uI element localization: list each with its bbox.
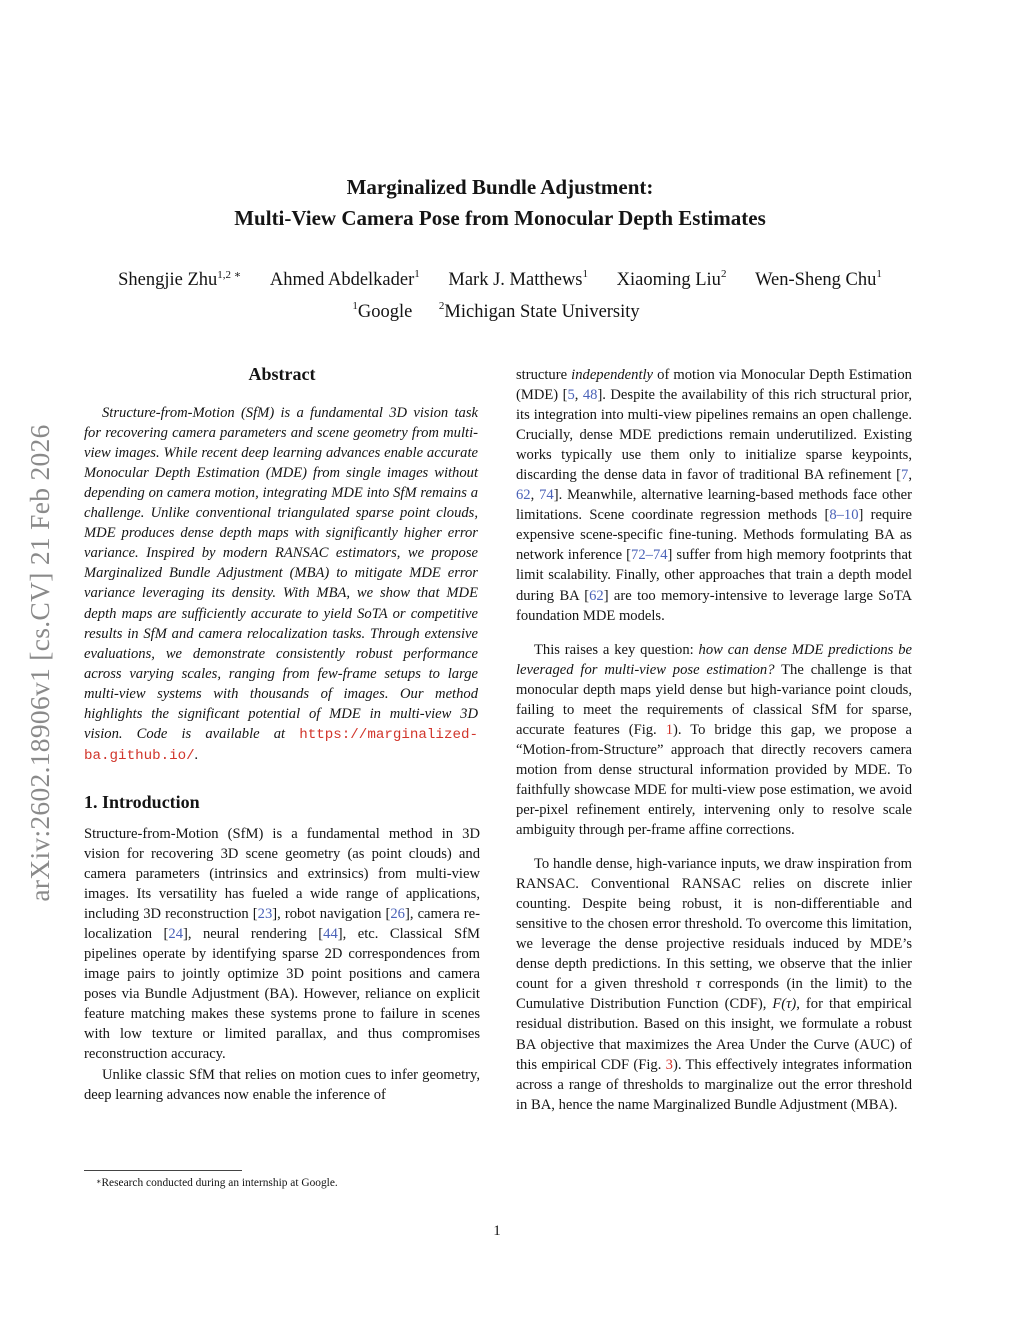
- author: Mark J. Matthews$^1$: [448, 268, 588, 290]
- footnote-divider: [84, 1170, 242, 1171]
- figure-link[interactable]: 3: [665, 1056, 673, 1073]
- citation-link[interactable]: 44: [323, 926, 338, 943]
- author: Shengjie Zhu$^{1,2 ∗}$: [118, 269, 242, 290]
- footnote: ∗Research conducted during an internship at Google.: [96, 1177, 338, 1189]
- author: Ahmed Abdelkader$^1$: [269, 268, 420, 290]
- citation-link[interactable]: 62: [516, 487, 531, 504]
- citation-link[interactable]: 48: [582, 387, 598, 404]
- left-column: [84, 364, 480, 1105]
- affiliation: $^2$Michigan State University: [438, 300, 640, 322]
- citation-link[interactable]: 24: [168, 926, 183, 943]
- right-paragraph-1: structure independently of motion via Monocular Depth Estimation (MDE) [5, 48]. Despite the availability of this rich structural prior, its integration into multi-view pipelines remains an open challenge. Crucially, dense MDE predictions remain underutilized. Existing works typically use them only to initialize sparse keypoints, discarding the dense data in favor of traditional BA refinement [7, 62, 74]. Meanwhile, alternative learning-based methods face other limitations. Scene coordinate regression methods [8–10] require expensive scene-specific fine-tuning. Methods formulating BA as network inference [72–74] suffer from high memory footprints that limit scalability. Finally, other approaches that train a depth model during BA [62] are too memory-intensive to leverage large SoTA foundation MDE models.: [516, 367, 913, 624]
- citation-link[interactable]: 7: [901, 467, 909, 484]
- citation-link[interactable]: 74: [539, 487, 554, 504]
- right-column: [516, 365, 912, 1115]
- project-url-link[interactable]: https://marginalized-ba.github.io/: [84, 726, 478, 764]
- author-list: [0, 270, 1000, 291]
- introduction-heading: 1. Introduction: [84, 791, 200, 812]
- paper-title-line-2: Multi-View Camera Pose from Monocular Depth Estimates: [234, 206, 766, 230]
- right-paragraph-2: This raises a key question: how can dense MDE predictions be leveraged for multi-view pose estimation? The challenge is that monocular depth maps yield dense but high-variance point clouds, failing to meet the requirements of classical SfM for sparse, accurate features (Fig. 1). To bridge this gap, we propose a “Motion-from-Structure” approach that directly recovers camera motion from dense structural information provided by MDE. To faithfully showcase MDE for multi-view pose estimation, we avoid per-pixel refinement entirely, intervening only to resolve scale ambiguity through per-frame affine corrections.: [516, 641, 913, 839]
- citation-link[interactable]: 23: [257, 906, 273, 923]
- affiliation: $^1$Google: [352, 300, 413, 322]
- citation-link[interactable]: 8–10: [829, 507, 859, 524]
- intro-paragraph-2: Unlike classic SfM that relies on motion cues to infer geometry, deep learning advances now enable the inference of: [84, 1066, 480, 1103]
- citation-link[interactable]: 62: [589, 587, 604, 604]
- abstract-body: Structure-from-Motion (SfM) is a fundamental 3D vision task for recovering camera parameters and scene geometry from multi-view images. While recent deep learning advances enable accurate Monocular Depth Estimation (MDE) from single images without depending on camera motion, integrating MDE into SfM remains a challenge. Unlike conventional triangulated sparse point clouds, MDE produces dense depth maps with significantly higher error variance. Inspired by modern RANSAC estimators, we propose Marginalized Bundle Adjustment (MBA) to mitigate MDE error variance leveraging its density. With MBA, we show that MDE depth maps are sufficiently accurate to yield SoTA or competitive results in SfM and camera relocalization tasks. Through extensive evaluations, we demonstrate consistently robust performance across varying scales, ranging from few-frame setups to large multi-view systems with thousands of images. Our method highlights the significant potential of MDE in multi-view 3D vision. Code is available at https://marginalized-ba.github.io/.: [84, 405, 478, 764]
- figure-link[interactable]: 1: [665, 721, 673, 738]
- abstract-heading: Abstract: [248, 364, 316, 384]
- page-number: 1: [493, 1223, 501, 1239]
- author: Wen-Sheng Chu$^1$: [755, 268, 882, 290]
- citation-link[interactable]: 5: [567, 387, 575, 404]
- citation-link[interactable]: 26: [390, 906, 405, 923]
- arxiv-identifier-stamp: arXiv:2602.18906v1 [cs.CV] 21 Feb 2026: [24, 424, 55, 902]
- author: Xiaoming Liu$^2$: [616, 268, 727, 290]
- affiliation-list: [0, 302, 992, 323]
- intro-paragraph-1: Structure-from-Motion (SfM) is a fundamental method in 3D vision for recovering 3D scene geometry (as point clouds) and camera parameters (intrinsics and extrinsics) from multi-view images. Its versatility has fueled a wide range of applications, including 3D reconstruction [23], robot navigation [26], camera re-localization [24], neural rendering [44], etc. Classical SfM pipelines operate by identifying sparse 2D correspondences from image pairs to jointly optimize 3D point positions and camera poses via Bundle Adjustment (BA). However, reliance on explicit feature matching makes these systems prone to failure in scenes with low texture or limited parallax, and thus compromises reconstruction accuracy.: [84, 825, 481, 1063]
- paper-title-line-1: Marginalized Bundle Adjustment:: [346, 175, 654, 199]
- right-paragraph-3: To handle dense, high-variance inputs, we draw inspiration from RANSAC. Conventional RANSAC relies on discrete inlier counting. Despite being robust, it is non-differentiable and sensitive to the chosen error threshold. To overcome this limitation, we leverage the dense projective residuals induced by MDE’s dense depth predictions. In this setting, we observe that the inlier count for a given threshold τ corresponds (in the limit) to the Cumulative Distribution Function (CDF), F(τ), for that empirical residual distribution. Based on this insight, we formulate a robust BA objective that maximizes the Area Under the Curve (AUC) of this empirical CDF (Fig. 3). This effectively integrates information across a range of thresholds to marginalize out the error threshold in BA, hence the name Marginalized Bundle Adjustment (MBA).: [516, 856, 912, 1113]
- citation-link[interactable]: 72–74: [631, 547, 668, 564]
